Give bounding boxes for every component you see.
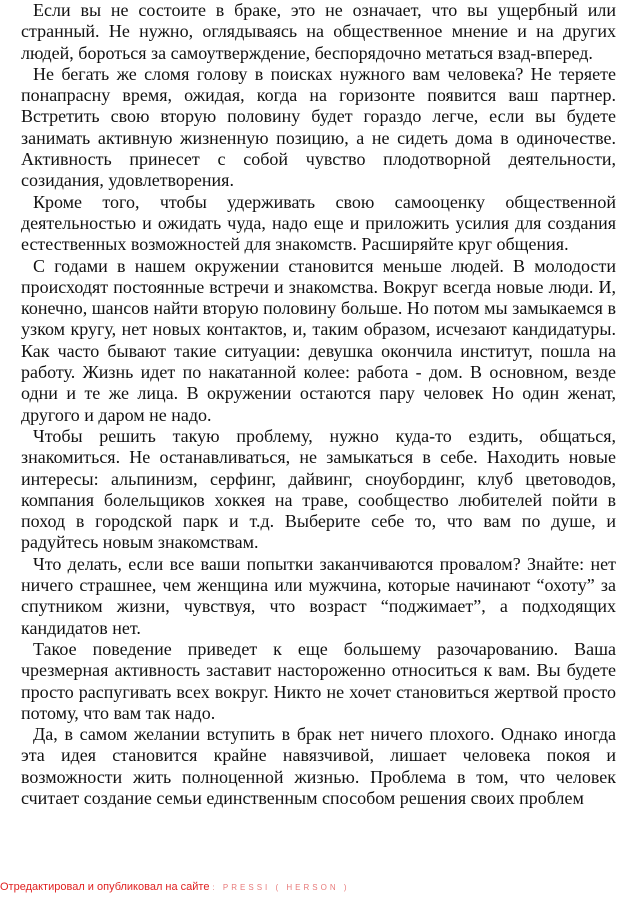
footer: [0, 881, 349, 894]
footer-credit: Отредактировал и опубликовал на сайте: [0, 881, 210, 893]
paragraph-6: Что делать, если все ваши попытки заканчиваются провалом? Знайте: нет ничего страшнее, чем женщина или мужчина, которые начинают “охоту” за спутником жизни, чувствуя, что возраст “поджимает”, а подходящих кандидатов нет.: [21, 553, 616, 638]
paragraph-2: Не бегать же сломя голову в поисках нужного вам человека? Не теряете понапрасну время, ожидая, когда на горизонте появится ваш партнер. Встретить свою вторую половину будет гораздо легче, если вы будете занимать активную жизненную позицию, а не сидеть дома в одиночестве. Активность принесет с собой чувство плодотворной деятельности, созидания, удовлетворения.: [21, 63, 616, 191]
paragraph-7: Такое поведение приведет к еще большему разочарованию. Ваша чрезмерная активность заставит настороженно относиться к вам. Вы будете просто распугивать всех вокруг. Никто не хочет становиться жертвой просто потому, что вам так надо.: [21, 638, 616, 723]
paragraph-1: Если вы не состоите в браке, это не означает, что вы ущербный или странный. Не нужно, оглядываясь на общественное мнение и на других людей, бороться за самоутверждение, беспорядочно метаться взад-вперед.: [21, 0, 616, 63]
paragraph-5: Чтобы решить такую проблему, нужно куда-то ездить, общаться, знакомиться. Не останавливаться, не замыкаться в себе. Находить новые интересы: альпинизм, серфинг, дайвинг, сноубординг, клуб цветоводов, компания болельщиков хоккея на траве, сообщество любителей пойти в поход в городской парк и т.д. Выберите себе то, что вам по душе, и радуйтесь новым знакомствам.: [21, 425, 616, 553]
paragraph-8: Да, в самом желании вступить в брак нет ничего плохого. Однако иногда эта идея становится крайне навязчивой, лишает человека покоя и возможности жить полноценной жизнью. Проблема в том, что человек считает создание семьи единственным способом решения своих проблем: [21, 724, 616, 808]
paragraph-4: С годами в нашем окружении становится меньше людей. В молодости происходят постоянные встречи и знакомства. Вокруг всегда новые люди. И, конечно, шансов найти вторую половину больше. Но потом мы замыкаемся в узком кругу, нет новых контактов, и, таким образом, исчезают кандидатуры. Как часто бывают такие ситуации: девушка окончила институт, пошла на работу. Жизнь идет по накатанной колее: работа - дом. В основном, везде одни и те же лица. В окружении остаются пару человек Но один женат, другого и даром не надо.: [21, 255, 616, 425]
paragraph-3: Кроме того, чтобы удерживать свою самооценку общественной деятельностью и ожидать чуда, надо еще и приложить усилия для создания естественных возможностей для знакомств. Расширяйте круг общения.: [21, 191, 616, 255]
footer-site-link[interactable]: : PRESSI ( HERSON ): [212, 883, 350, 892]
document-body: [21, 0, 616, 809]
